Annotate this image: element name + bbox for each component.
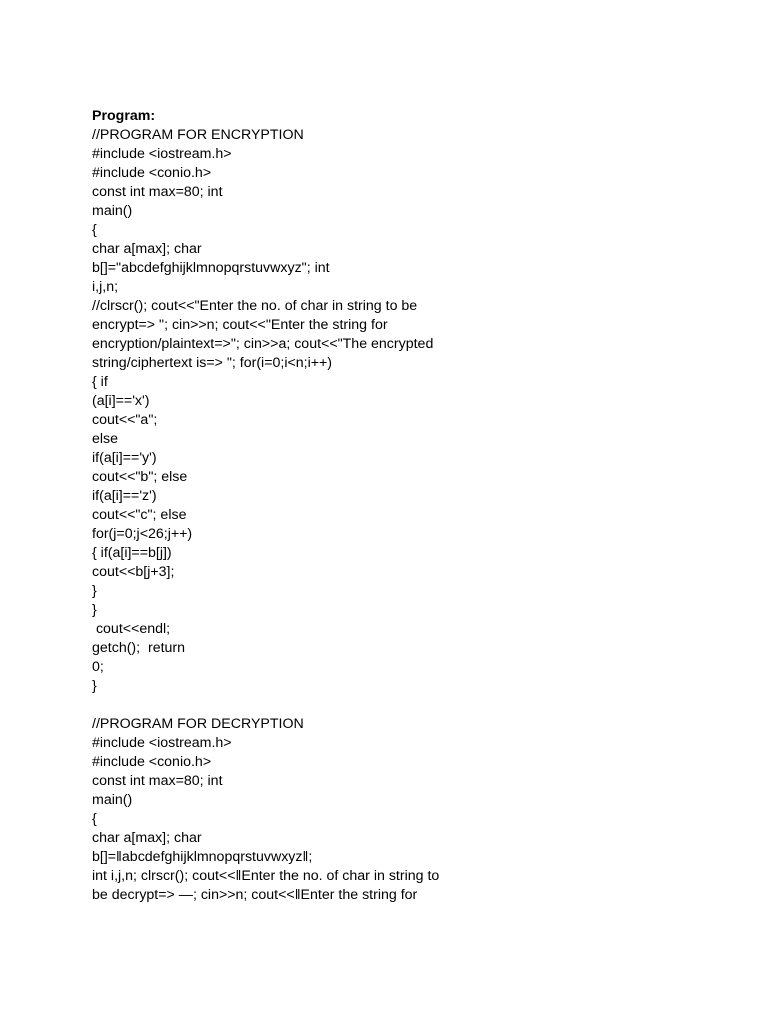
code-line: { [92,222,97,238]
code-line: be decrypt=> —; cin>>n; cout<<‖Enter the string for [92,887,418,903]
code-line: #include <iostream.h> [92,735,232,751]
code-line: for(j=0;j<26;j++) [92,526,193,542]
code-line: if(a[i]=='y') [92,450,157,466]
code-line: { if [92,374,108,390]
code-line: i,j,n; [92,279,119,295]
code-line: cout<<b[j+3]; [92,564,175,580]
blank-line [92,696,732,715]
code-line: cout<<"b"; else [92,469,188,485]
code-line: cout<<"a"; [92,412,158,428]
program-heading: Program: [92,108,156,124]
code-line: } [92,678,97,694]
code-line: char a[max]; char [92,241,202,257]
program-text [92,107,732,905]
code-line: b[]="abcdefghijklmnopqrstuvwxyz"; int [92,260,330,276]
code-line: const int max=80; int [92,773,223,789]
code-line: } [92,583,97,599]
code-line: cout<<endl; [92,621,171,637]
code-line: cout<<"c"; else [92,507,187,523]
code-line: main() [92,792,133,808]
code-line: if(a[i]=='z') [92,488,157,504]
code-line: { if(a[i]==b[j]) [92,545,172,561]
code-line: else [92,431,119,447]
code-line: int i,j,n; clrscr(); cout<<‖Enter the no. of char in string to [92,868,440,884]
code-line: main() [92,203,133,219]
code-line: #include <iostream.h> [92,146,232,162]
code-line: #include <conio.h> [92,754,212,770]
code-line: #include <conio.h> [92,165,212,181]
code-line: { [92,811,97,827]
code-line: encrypt=> "; cin>>n; cout<<"Enter the string for [92,317,388,333]
code-line: getch(); return [92,640,186,656]
code-line: b[]=‖abcdefghijklmnopqrstuvwxyz‖; [92,849,313,865]
code-line: //PROGRAM FOR DECRYPTION [92,716,304,732]
code-line: const int max=80; int [92,184,223,200]
code-line: } [92,602,97,618]
code-line: //clrscr(); cout<<"Enter the no. of char in string to be [92,298,418,314]
code-line: char a[max]; char [92,830,202,846]
code-line: string/ciphertext is=> "; for(i=0;i<n;i++) [92,355,333,371]
encryption-program-block [92,126,732,696]
code-line: encryption/plaintext=>"; cin>>a; cout<<"The encrypted [92,336,434,352]
code-line: (a[i]=='x') [92,393,150,409]
decryption-program-block [92,715,732,905]
code-line: //PROGRAM FOR ENCRYPTION [92,127,304,143]
code-line: 0; [92,659,104,675]
